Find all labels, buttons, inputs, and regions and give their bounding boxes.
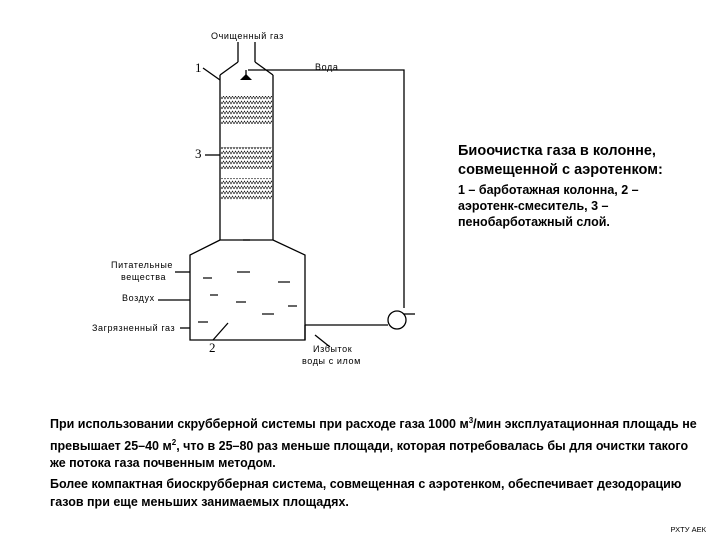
foam-layer-3 <box>221 178 272 200</box>
polluted-gas-label: Загрязненный газ <box>92 323 176 333</box>
leader-1 <box>203 68 220 80</box>
column-top-left <box>220 62 238 75</box>
footer-label: РХТУ АЕК <box>670 525 706 534</box>
water-label: Вода <box>315 62 339 72</box>
paragraph-1-part-a: При использовании скрубберной системы при расходе газа 1000 м <box>50 417 469 432</box>
number-1: 1 <box>195 60 202 75</box>
clean-gas-label: Очищенный газ <box>211 31 284 41</box>
column-top-right <box>255 62 273 75</box>
paragraph-2: Более компактная биоскрубберная система, совмещенная с аэротенком, обеспечивает дезодорацию газов при еще меньших занимаемых площадях. <box>50 477 682 509</box>
number-2: 2 <box>209 340 216 355</box>
caption-legend <box>458 182 708 230</box>
foam-layer-1 <box>221 96 272 124</box>
sprayer-nozzle <box>240 74 252 80</box>
tank-liquid-marks <box>198 272 297 322</box>
leader-2 <box>213 323 228 340</box>
paragraph-1-part-b: /мин эксплуатационная площадь не превышает 25–40 м <box>50 417 697 453</box>
excess-water-label-line2: воды с илом <box>302 356 361 366</box>
pump <box>388 311 406 329</box>
paragraph-1 <box>50 412 700 473</box>
nutrients-label-line2: вещества <box>121 272 167 282</box>
legend-line2: аэротенк-смеситель, 3 – <box>458 199 609 213</box>
nutrients-label-line1: Питательные <box>111 260 174 270</box>
legend-line1: 1 – барботажная колонна, 2 – <box>458 183 639 197</box>
caption-title <box>458 142 663 180</box>
caption-title-line1: Биоочистка газа в колонне, <box>458 143 656 159</box>
cubic-superscript: 3 <box>468 416 474 425</box>
square-superscript: 2 <box>171 437 177 447</box>
aerotank-body <box>190 240 305 340</box>
paragraph-1-part-c: , что в 25–80 раз меньше площади, которая потребовалась бы для очистки такого же потока газа почвенным методом. <box>50 438 689 471</box>
legend-line3: пенобарботажный слой. <box>458 215 610 229</box>
foam-layer-2 <box>221 147 272 169</box>
air-label: Воздух <box>122 293 155 303</box>
number-3: 3 <box>195 146 202 161</box>
caption-title-line2: совмещенной с аэротенком: <box>458 162 663 178</box>
excess-water-label-line1: Избыток <box>313 344 353 354</box>
